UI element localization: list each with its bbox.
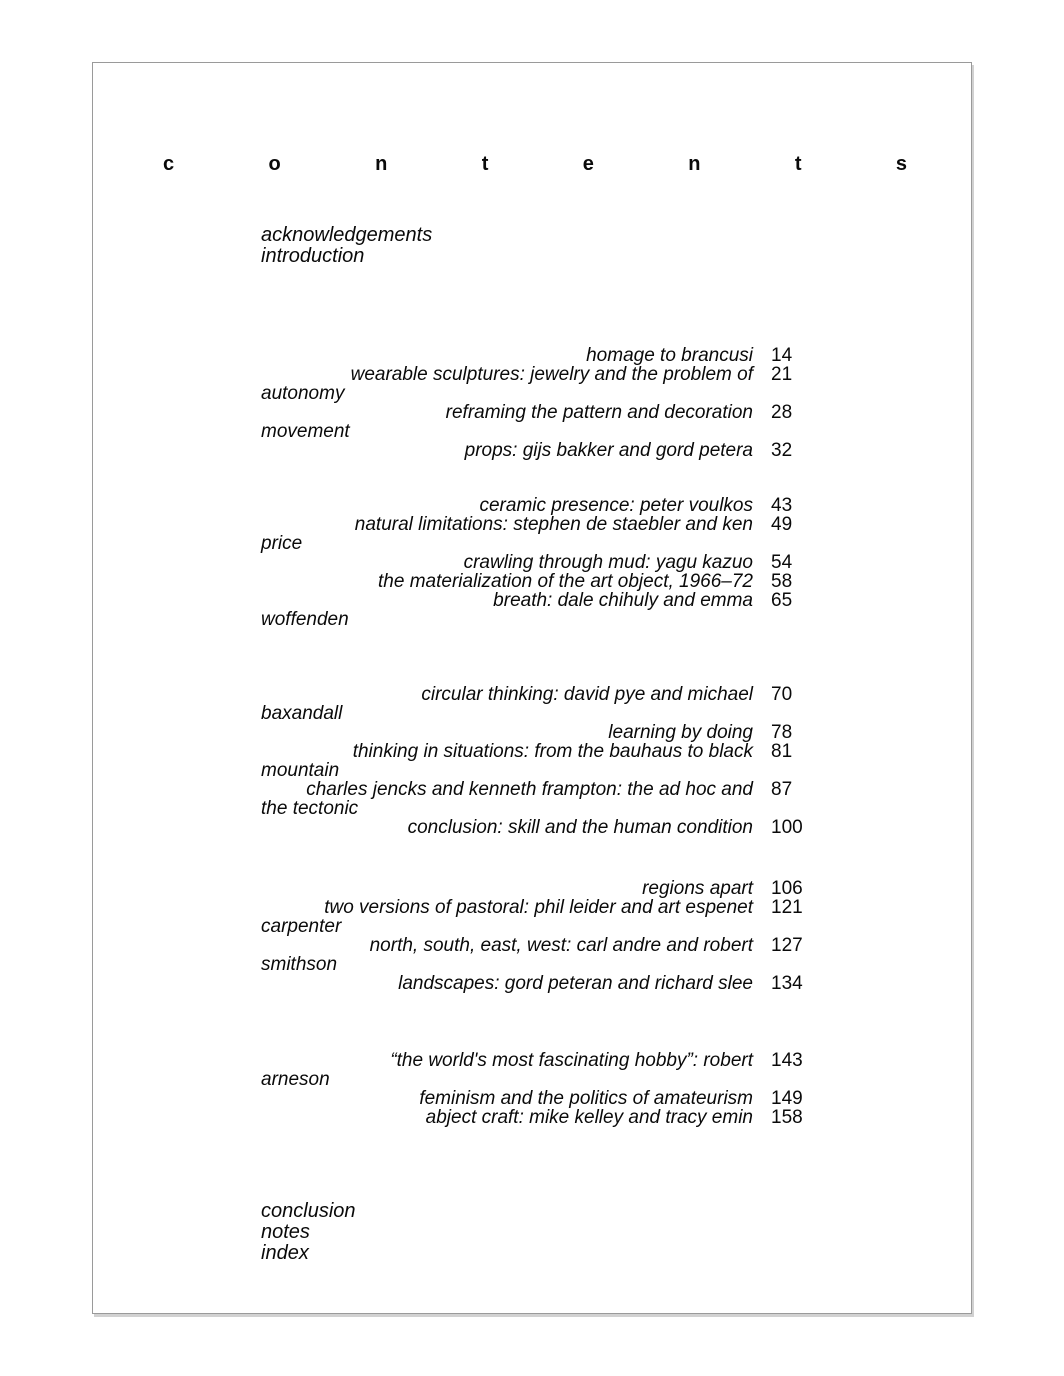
- toc-entry: [261, 723, 821, 742]
- toc-entry-title-overflow: woffenden: [261, 609, 349, 630]
- title-letter: n: [375, 153, 388, 175]
- toc-entry-page-number: 43: [771, 495, 793, 516]
- toc-entry-title-line: homage to brancusi: [586, 345, 753, 366]
- toc-entry-title-overflow: autonomy: [261, 383, 345, 404]
- title-letter: o: [268, 153, 281, 175]
- toc-entry-title-line: feminism and the politics of amateurism: [419, 1088, 753, 1109]
- title-letter: t: [794, 153, 802, 175]
- toc-entry-title: [261, 346, 753, 365]
- toc-entry-title: [261, 818, 753, 837]
- front-matter-item: introduction: [261, 245, 365, 267]
- toc-entry-page-number: 14: [771, 345, 793, 366]
- toc-entry-title: [261, 936, 753, 974]
- toc-entry: [261, 818, 821, 837]
- toc-entry-title-line: props: gijs bakker and gord petera: [464, 440, 753, 461]
- toc-entry-title-line: north, south, east, west: carl andre and robert: [369, 935, 753, 956]
- page-title: [163, 153, 907, 175]
- toc-entry-title-overflow: the tectonic: [261, 798, 359, 819]
- toc-entry: [261, 365, 821, 403]
- toc-entry-page-number: 106: [771, 878, 803, 899]
- toc-entry-title: [261, 685, 753, 723]
- front-matter-list: [261, 225, 432, 267]
- toc-entry-title-line: wearable sculptures: jewelry and the problem of: [350, 364, 753, 385]
- back-matter-item: notes: [261, 1221, 310, 1243]
- toc-entry-title-overflow: mountain: [261, 760, 340, 781]
- toc-entry-title: [261, 723, 753, 742]
- toc-entry: [261, 572, 821, 591]
- toc-entry-page-number: 49: [771, 514, 793, 535]
- toc-entry: [261, 1108, 821, 1127]
- toc-entry-title-line: reframing the pattern and decoration: [445, 402, 753, 423]
- toc-entry-title-line: crawling through mud: yagu kazuo: [463, 552, 753, 573]
- toc-section: [261, 346, 821, 460]
- toc-entry: [261, 898, 821, 936]
- toc-entry-page-number: 78: [771, 722, 793, 743]
- toc-entry-title-line: regions apart: [642, 878, 753, 899]
- toc-entry-title-line: the materialization of the art object, 1966–72: [378, 571, 753, 592]
- toc-entry-page-number: 158: [771, 1107, 803, 1128]
- toc-entry-title-line: natural limitations: stephen de staebler and ken: [354, 514, 753, 535]
- back-matter-item: conclusion: [261, 1200, 356, 1222]
- toc-entry-page-number: 149: [771, 1088, 803, 1109]
- toc-entry: [261, 441, 821, 460]
- toc-entry-title: [261, 441, 753, 460]
- toc-entry-title-line: learning by doing: [608, 722, 753, 743]
- toc-entry: [261, 936, 821, 974]
- toc-entry-page-number: 21: [771, 364, 793, 385]
- contents-page: [92, 62, 972, 1314]
- title-letter: c: [163, 153, 175, 175]
- toc-section: [261, 685, 821, 837]
- toc-entry-title: [261, 496, 753, 515]
- toc-entry-title: [261, 591, 753, 629]
- toc-entry-title: [261, 403, 753, 441]
- toc-entry-title: [261, 1051, 753, 1089]
- toc-entry-page-number: 54: [771, 552, 793, 573]
- toc-entry: [261, 780, 821, 818]
- toc-entry-page-number: 127: [771, 935, 803, 956]
- toc-entry-title: [261, 974, 753, 993]
- toc-entry-title: [261, 742, 753, 780]
- toc-entry-title: [261, 572, 753, 591]
- toc-entry-page-number: 134: [771, 973, 803, 994]
- toc-entry-title-line: conclusion: skill and the human condition: [407, 817, 753, 838]
- toc-entry-page-number: 65: [771, 590, 793, 611]
- toc-entry-title: [261, 365, 753, 403]
- title-letter: e: [582, 153, 594, 175]
- toc-entry-title-overflow: carpenter: [261, 916, 342, 937]
- toc-entry-title: [261, 515, 753, 553]
- toc-entry: [261, 346, 821, 365]
- toc-entry-title-line: ceramic presence: peter voulkos: [479, 495, 753, 516]
- toc-entry-title-overflow: baxandall: [261, 703, 343, 724]
- toc-entry: [261, 1089, 821, 1108]
- title-letter: t: [481, 153, 489, 175]
- toc-entry-title: [261, 879, 753, 898]
- toc-entry-title-line: charles jencks and kenneth frampton: the ad hoc and: [306, 779, 753, 800]
- toc-entry-title-overflow: smithson: [261, 954, 338, 975]
- toc-entry-page-number: 81: [771, 741, 793, 762]
- toc-entry-title: [261, 780, 753, 818]
- back-matter-list: [261, 1201, 356, 1264]
- toc-entry-title-line: two versions of pastoral: phil leider and art espenet: [324, 897, 753, 918]
- toc-entry-page-number: 121: [771, 897, 803, 918]
- toc-entry: [261, 879, 821, 898]
- toc-entry-page-number: 143: [771, 1050, 803, 1071]
- toc-entry: [261, 742, 821, 780]
- toc-entry-title-overflow: movement: [261, 421, 350, 442]
- toc-entry: [261, 974, 821, 993]
- toc-entry-page-number: 87: [771, 779, 793, 800]
- toc-entry-title-line: circular thinking: david pye and michael: [421, 684, 753, 705]
- toc-section: [261, 496, 821, 629]
- toc-entry: [261, 515, 821, 553]
- toc-entry-title: [261, 1108, 753, 1127]
- toc-entry-title-line: thinking in situations: from the bauhaus to black: [352, 741, 753, 762]
- toc-entry-title: [261, 553, 753, 572]
- toc-entry-page-number: 28: [771, 402, 793, 423]
- title-letter: s: [895, 153, 907, 175]
- back-matter-item: index: [261, 1242, 309, 1264]
- title-letter: n: [688, 153, 701, 175]
- toc-entry-title: [261, 1089, 753, 1108]
- toc-entry-page-number: 58: [771, 571, 793, 592]
- toc-entry-title-line: landscapes: gord peteran and richard slee: [398, 973, 753, 994]
- toc-entry: [261, 553, 821, 572]
- toc-entry-title-overflow: price: [261, 533, 303, 554]
- toc-entry-title-overflow: arneson: [261, 1069, 330, 1090]
- toc-section: [261, 879, 821, 993]
- toc-entry-title-line: abject craft: mike kelley and tracy emin: [425, 1107, 753, 1128]
- toc-entry-title-line: “the world's most fascinating hobby”: robert: [390, 1050, 753, 1071]
- toc-entry: [261, 591, 821, 629]
- toc-section: [261, 1051, 821, 1127]
- front-matter-item: acknowledgements: [261, 224, 433, 246]
- toc-entry: [261, 496, 821, 515]
- toc-sections: [261, 346, 821, 1127]
- toc-entry-page-number: 70: [771, 684, 793, 705]
- toc-entry: [261, 685, 821, 723]
- toc-entry: [261, 403, 821, 441]
- toc-entry-title: [261, 898, 753, 936]
- toc-entry-page-number: 100: [771, 817, 803, 838]
- toc-entry-title-line: breath: dale chihuly and emma: [493, 590, 753, 611]
- toc-entry: [261, 1051, 821, 1089]
- toc-entry-page-number: 32: [771, 440, 793, 461]
